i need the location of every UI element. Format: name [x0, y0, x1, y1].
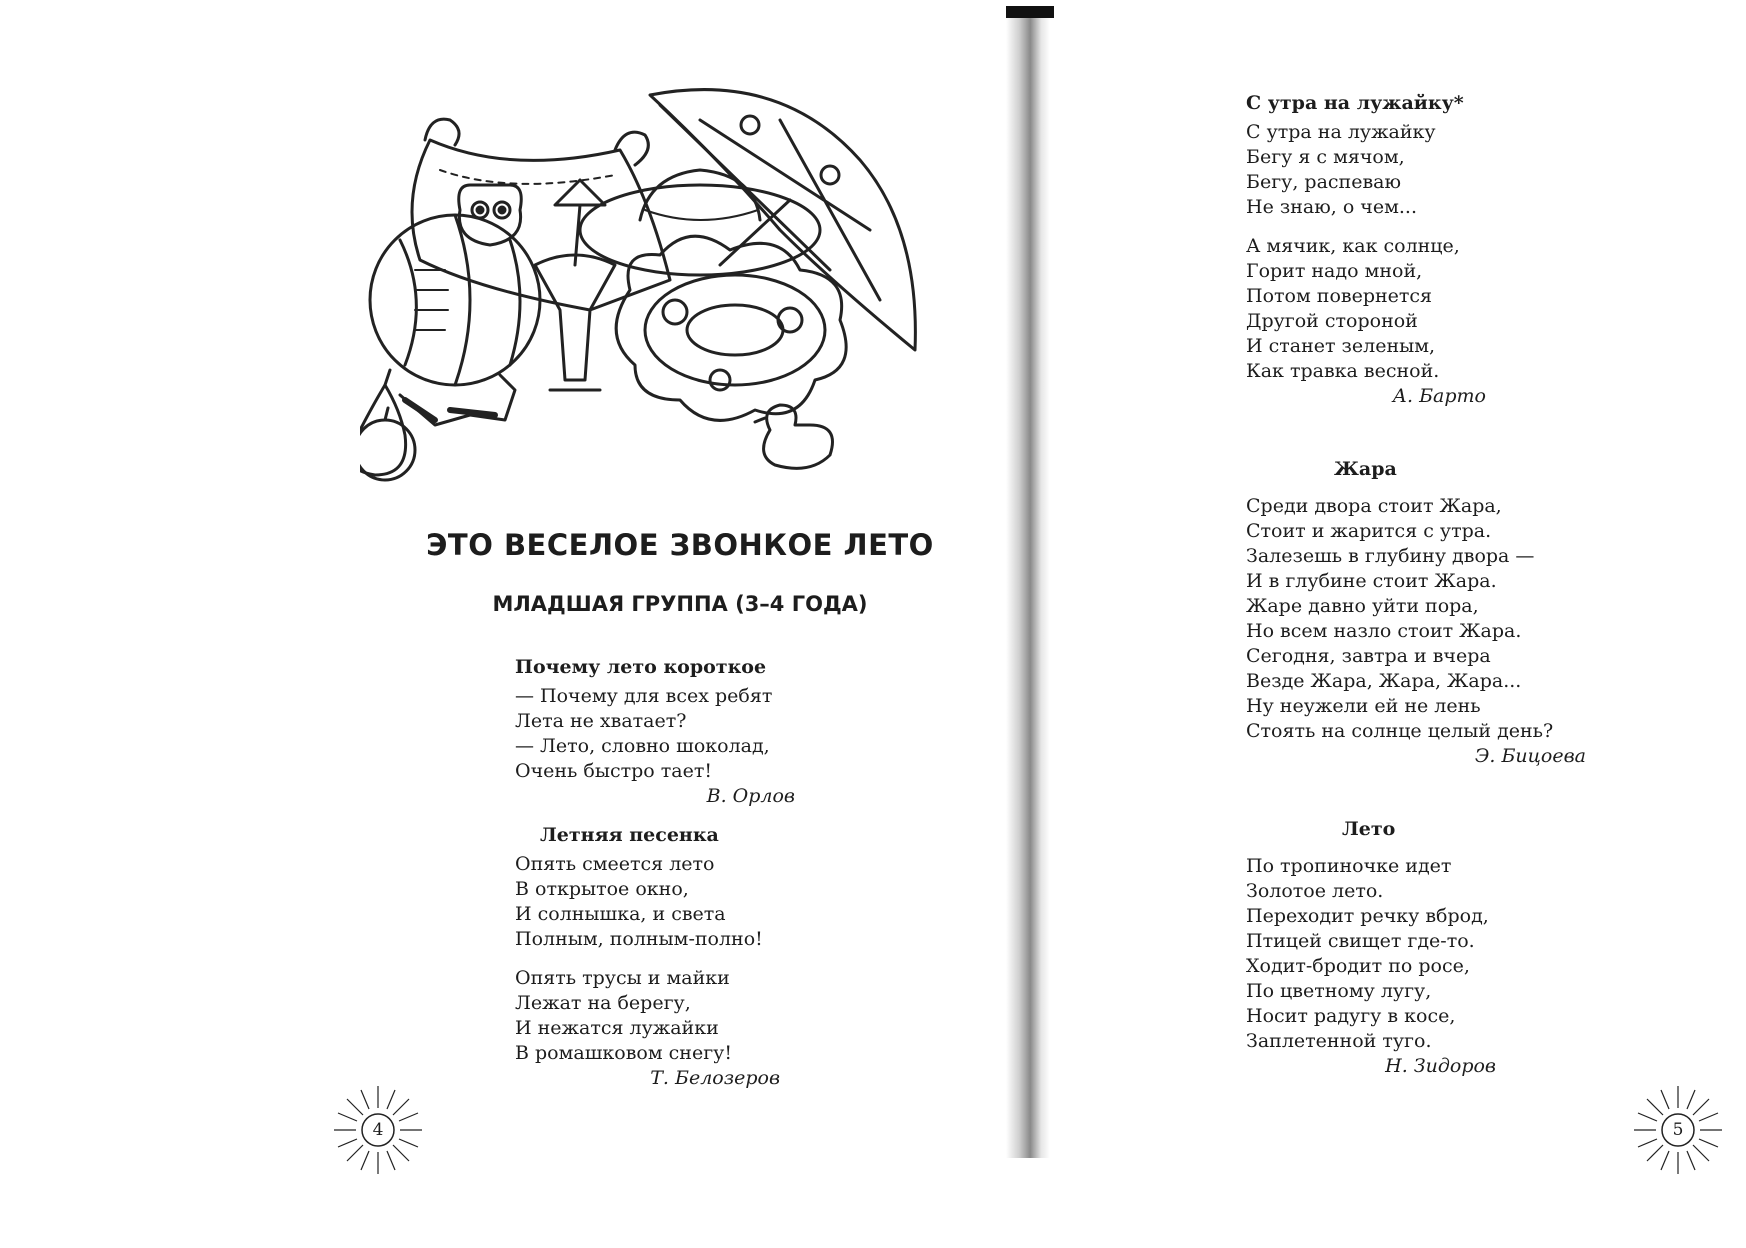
poem-line: Залезешь в глубину двора —: [1246, 545, 1535, 567]
poem-line: Другой стороной: [1246, 310, 1418, 332]
poem-line: И нежатся лужайки: [515, 1017, 719, 1039]
poem-line: Но всем назло стоит Жара.: [1246, 620, 1522, 642]
poem-line: Золотое лето.: [1246, 880, 1384, 902]
poem-line: Бегу, распеваю: [1246, 171, 1402, 193]
poem-line: Очень быстро тает!: [515, 760, 713, 782]
poem-summer-short: [515, 656, 795, 809]
poem-line: Опять трусы и майки: [515, 967, 730, 989]
poem-line: По тропиночке идет: [1246, 855, 1452, 877]
poem-author: В. Орлов: [706, 785, 795, 807]
poem-line: — Почему для всех ребят: [515, 685, 773, 707]
page-number-text: 4: [372, 1120, 384, 1140]
poem-line: Лежат на берегу,: [515, 992, 691, 1014]
poem-line: И солнышка, и света: [515, 903, 726, 925]
hat-icon: [580, 170, 820, 275]
poem-line: Лета не хватает?: [515, 710, 687, 732]
poem-heat: [1246, 458, 1586, 769]
poem-line: Жаре давно уйти пора,: [1246, 595, 1479, 617]
poem-line: Сегодня, завтра и вчера: [1246, 645, 1491, 667]
poem-author: Н. Зидоров: [1385, 1055, 1496, 1077]
poem-line: Среди двора стоит Жара,: [1246, 495, 1502, 517]
poem-line: И в глубине стоит Жара.: [1246, 570, 1497, 592]
chapter-heading: ЭТО ВЕСЕЛОЕ ЗВОНКОЕ ЛЕТО: [426, 528, 934, 562]
poem-line: Стоять на солнце целый день?: [1246, 720, 1554, 742]
poem-line: Носит радугу в косе,: [1246, 1005, 1456, 1027]
book-gutter: [1006, 8, 1050, 1158]
poem-morning-lawn: [1246, 92, 1486, 409]
poem-line: Ходит-бродит по росе,: [1246, 955, 1470, 977]
poem-title: С утра на лужайку*: [1246, 92, 1464, 114]
poem-line: И станет зеленым,: [1246, 335, 1436, 357]
poem-line: Опять смеется лето: [515, 853, 715, 875]
swim-ring-icon: [616, 236, 846, 420]
poem-author: Э. Бицоева: [1474, 745, 1586, 767]
poem-author: Т. Белозеров: [650, 1067, 780, 1089]
poem-line: В ромашковом снегу!: [515, 1042, 732, 1064]
poem-line: — Лето, словно шоколад,: [515, 735, 770, 757]
poem-title: Летняя песенка: [540, 824, 719, 846]
poem-line: Ну неужели ей не лень: [1246, 695, 1481, 717]
poem-author: А. Барто: [1392, 385, 1486, 407]
poem-line: С утра на лужайку: [1246, 121, 1436, 143]
summer-illustration: [360, 80, 970, 520]
gutter-shadow: [1006, 6, 1054, 18]
poem-line: Заплетенной туго.: [1246, 1030, 1432, 1052]
poem-line: Бегу я с мячом,: [1246, 146, 1405, 168]
poem-line: Потом повернется: [1246, 285, 1433, 307]
poem-title: Почему лето короткое: [515, 656, 767, 678]
poem-line: По цветному лугу,: [1246, 980, 1432, 1002]
poem-line: Полным, полным-полно!: [515, 928, 763, 950]
poem-title: Жара: [1334, 458, 1397, 480]
poem-line: А мячик, как солнце,: [1246, 235, 1460, 257]
poem-line: Не знаю, о чем...: [1246, 196, 1418, 218]
beach-ball-icon: [370, 215, 540, 385]
poem-title: Лето: [1342, 818, 1396, 840]
chapter-subheading: МЛАДШАЯ ГРУППА (3–4 ГОДА): [492, 592, 868, 616]
poem-line: Горит надо мной,: [1246, 260, 1423, 282]
sunglasses-icon: [400, 375, 515, 425]
page-number-text: 5: [1672, 1120, 1684, 1140]
poem-line: Стоит и жарится с утра.: [1246, 520, 1492, 542]
poem-summer: [1246, 818, 1496, 1079]
poem-line: Переходит речку вброд,: [1246, 905, 1489, 927]
poem-summer-song: [515, 824, 780, 1091]
poem-line: Птицей свищет где-то.: [1246, 930, 1475, 952]
poem-line: Везде Жара, Жара, Жара...: [1246, 670, 1522, 692]
poem-line: В открытое окно,: [515, 878, 689, 900]
duck-icon: [755, 405, 833, 468]
poem-line: Как травка весной.: [1246, 360, 1440, 382]
page-number: [330, 1082, 426, 1178]
page-number: [1630, 1082, 1726, 1178]
milkshake-icon: [535, 180, 615, 390]
